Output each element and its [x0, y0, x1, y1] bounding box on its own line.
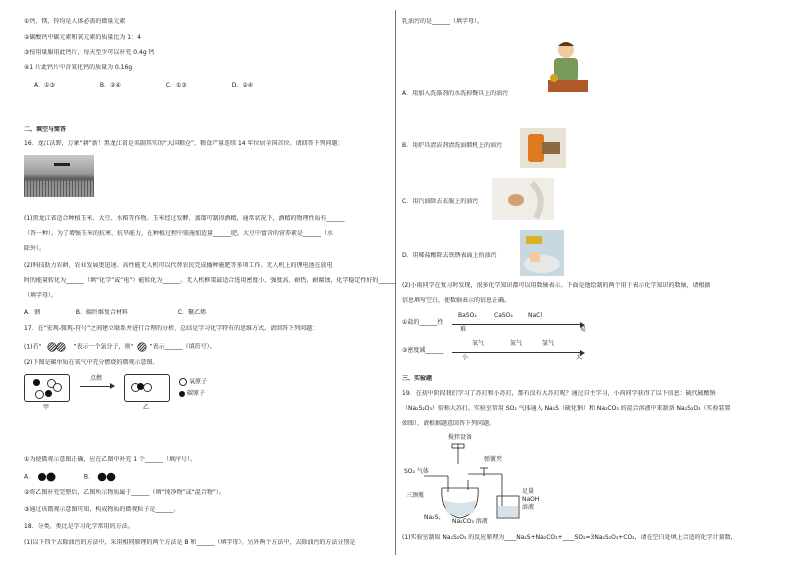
reaction-diagram: [24, 374, 264, 434]
q17-2-2: ②将乙图补充完整后，乙图所示物质属于______（填“纯净物”或“混合物”）。: [24, 489, 225, 496]
axis1-line: [452, 324, 582, 325]
q18-1: (1)以下四个去除油污的方法中，采用相同原理的两个方法是 B 和______（填字母）。另外两个方法中，去除油污的方法分别是: [24, 539, 356, 546]
q19-line1: 19．在初中阶段我们学习了苏打和小苏打，那有没有大苏打呢？通过自主学习，小尚同学获得了以下信息：硫代硫酸钠: [402, 390, 716, 397]
option-a-text: A．用加入洗涤剂的水洗掉餐具上的油污: [402, 90, 509, 97]
q18-2-line2: 信息填写空白，使数轴表示的信息正确。: [402, 297, 511, 304]
axis2-label: ②密度减______: [402, 347, 444, 354]
axis2-item-2: 氮气: [510, 340, 523, 347]
q17-2: (2)下图是碳单质在氧气中充分燃烧的微观示意图。: [24, 359, 159, 366]
carbon-atom: [45, 390, 52, 397]
q16-option-b: B．碳纤维复合材料: [75, 309, 129, 316]
q16-1-line1: (1)黑龙江省适合种植玉米、大豆、水稻等作物。玉米经过发酵、蒸馏可制得酒精，通常状况下，酒精的物理性质有______: [24, 215, 345, 222]
oxygen-legend-icon: [179, 378, 187, 386]
option-d-text: D．用稀盐酸除去铁锈表面上的油污: [402, 252, 497, 259]
q17-2-1: ①为使微观示意图正确，应在乙图中补充 1 个______（填序号）。: [24, 456, 197, 463]
legend-carbon: 碳原子: [179, 390, 205, 398]
q18-2-line1: (2)小雨同学在复习时发现，很多化学知识都可以用数轴表示。下面是他绘制的两个用于表示化学知识的数轴，请根据: [402, 282, 711, 289]
label-na2s: Na₂S、: [424, 514, 445, 521]
q17-options: A． B．: [24, 472, 120, 484]
chlorine-molecule-icon: [44, 342, 72, 352]
oxygen-atom: [143, 383, 152, 392]
solubility-number-line: [402, 310, 642, 336]
q19-1: (1)实验室制取 Na₂S₂O₃ 的反应原理为____Na₂S+Na₂CO₃+____SO₂=3Na₂S₂O₃+CO₂，请在空白处填上合适的化学计量数，: [402, 534, 737, 541]
statement-3: ③按用量服用此钙片，每天至少可以补充 0.4g 钙: [24, 49, 155, 56]
q17-intro: 17．在“宏观-微观-符号”之间建立联系并进行合理的分析、总结是学习化学特有的思维方式。请回答下列问题：: [24, 325, 319, 332]
experiment-apparatus: [402, 434, 552, 526]
axis1-left-end: 难: [460, 326, 467, 333]
axis1-right-end: 易: [580, 326, 587, 333]
reaction-arrow: [80, 386, 114, 387]
option-d: D．②④: [231, 82, 254, 89]
carbon-legend-icon: [179, 391, 185, 397]
q16-option-c: C．聚乙烯: [177, 309, 207, 316]
oxygen-atom: [35, 390, 44, 399]
statement-1: ①钙、镁、锌均是人体必需的微量元素: [24, 18, 126, 25]
drone-field-photo: [24, 155, 94, 197]
q15-options: [34, 82, 296, 90]
drone-icon: [54, 163, 70, 166]
q16-option-a: A．钢: [24, 309, 41, 316]
section-heading-3: 三、实验题: [402, 375, 433, 382]
box-yi: [124, 374, 170, 402]
q16-2-line3: （填字母）。: [24, 292, 58, 299]
axis2-line: [452, 352, 582, 353]
density-number-line: [402, 338, 642, 364]
label-naoh-1: 足量: [522, 488, 535, 495]
label-stirrer: 搅拌设备: [448, 434, 473, 441]
range-hood-cleaning-illustration: [520, 128, 566, 168]
arrow-condition: 点燃: [90, 375, 103, 382]
q17-2-3: ③通过该微观示意图可知，构成物质的微观粒子是______。: [24, 506, 180, 513]
option-c: C．①③: [165, 82, 187, 89]
option-b: B．②④: [99, 82, 121, 89]
statement-2: ②碳酸钙中碳元素和氧元素的质量比为 1：4: [24, 34, 141, 41]
label-flask: 三颈瓶: [406, 492, 425, 499]
o2-molecule-icon: [96, 472, 120, 482]
carbon-atom: [33, 379, 40, 386]
label-naoh-2: NaOH: [522, 496, 540, 503]
axis2-right-end: 大: [576, 354, 583, 361]
q19-line3: 如图），请根据题意回答下列问题。: [402, 420, 496, 427]
q18-intro: 18．分类、类比是学习化学常用的方法。: [24, 523, 134, 530]
stained-shirt-illustration: [492, 178, 554, 220]
sink-scrubbing-illustration: [520, 230, 564, 276]
axis1-item-1: BaSO₄: [458, 312, 477, 319]
q16-2-line1: (2)科技助力农耕，农业发展更迅速。高性能无人机可以代替农民完成播种施肥等多项工作。无人机上的锂电池在放电: [24, 262, 333, 269]
option-c-text: C．用汽油除去衣服上的油污: [402, 198, 479, 205]
q16-2-line2: 时的能量转化为______（填“化学”或“电”）能转化为______。无人机框架最适合选用密度小、强度高、耐热、耐腐蚀，化学稳定性好的______: [24, 277, 397, 284]
label-yi: 乙: [143, 404, 150, 411]
q19-line2: （Na₂S₂O₃）俗称大苏打。实验室常用 SO₂ 气体通入 Na₂S（硫化钠）和 Na₂CO₃ 的混合溶液中来制备 Na₂S₂O₃（实验装置: [402, 405, 731, 412]
washing-dishes-illustration: [544, 38, 592, 96]
axis1-label: ①盐的______性: [402, 319, 444, 326]
label-jia: 甲: [43, 404, 50, 411]
co-molecule-icon: [36, 472, 60, 482]
label-clamp: 弹簧夹: [484, 456, 503, 463]
axis2-left-end: 小: [462, 354, 469, 361]
axis1-item-3: NaCl: [528, 312, 543, 319]
section-heading-2: 二、填空与简答: [24, 126, 67, 133]
q16-options: [24, 309, 242, 317]
arrow-head-icon: [110, 383, 115, 389]
statement-4: ④1 片此钙片中含氧化钙的质量为 0.16g: [24, 64, 133, 71]
apparatus-drawing: [402, 434, 552, 526]
axis2-item-3: 氢气: [542, 340, 555, 347]
legend-oxygen: 氧原子: [179, 378, 207, 387]
q17-1: (1)若“ ”表示一个氯分子，则“ ”表示______（填符号）。: [24, 343, 216, 351]
box-jia: [24, 374, 70, 402]
label-naoh-3: 溶液: [522, 504, 535, 511]
axis2-item-1: 氧气: [472, 340, 485, 347]
option-a: A．①③: [34, 82, 55, 89]
axis1-item-2: CaSO₄: [494, 312, 513, 319]
oxygen-atom: [53, 383, 62, 392]
q16-1-line3: 除外）。: [24, 245, 46, 252]
q16-1-line2: （答一种）。为了增强玉米的抗寒、抗旱能力，在种植过程中需施加适量______肥。大豆中富含的营养素是______（水: [24, 230, 334, 237]
q16-intro: 16．龙江沃野，万象“耕”新！黑龙江省是名副其实的“大国粮仓”，粮食产量连续 14 年位居全国首位。请回答下列问题：: [24, 140, 344, 147]
q18-1-continued: 乳油污的是______（填字母）。: [402, 18, 484, 25]
label-na2co3: Na₂CO₃ 溶液: [452, 518, 488, 525]
label-so2: SO₂ 气体: [404, 468, 429, 475]
option-b-text: B．用炉具清洁剂清洗油烟机上的油污: [402, 142, 503, 149]
chlorine-atom-icon: [136, 342, 148, 352]
